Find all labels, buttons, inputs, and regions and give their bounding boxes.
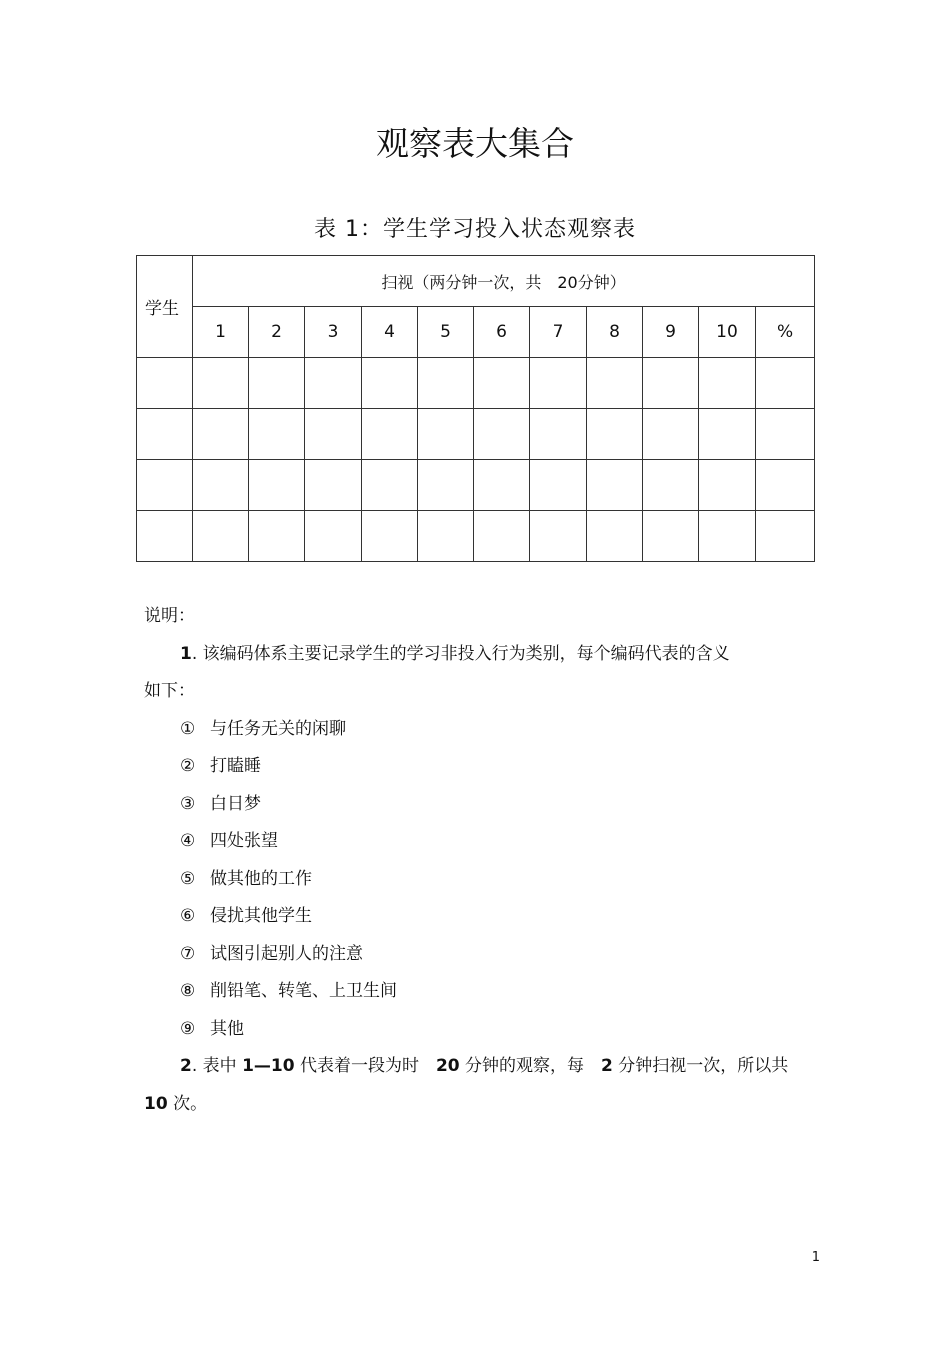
column-header: 4 [362, 307, 418, 358]
observation-cell [362, 511, 418, 562]
code-item [144, 861, 814, 899]
note-text: 代表着一段为时 [294, 1056, 436, 1076]
column-header: 6 [474, 307, 530, 358]
observation-cell [643, 358, 699, 409]
code-label: 试图引起别人的注意 [210, 943, 363, 964]
student-header: 学生 [137, 256, 193, 358]
observation-cell [249, 358, 305, 409]
code-label: 其他 [210, 1018, 244, 1039]
note-point-1 [144, 636, 814, 674]
observation-cell [362, 460, 418, 511]
observation-cell [530, 409, 587, 460]
code-number: ④ [180, 831, 196, 851]
observation-cell [474, 358, 530, 409]
column-header: 8 [587, 307, 643, 358]
observation-cell [418, 409, 474, 460]
observation-cell [249, 460, 305, 511]
observation-cell [249, 511, 305, 562]
code-item [144, 786, 814, 824]
observation-cell [305, 460, 362, 511]
column-header: 3 [305, 307, 362, 358]
code-label: 四处张望 [210, 831, 278, 851]
code-label: 与任务无关的闲聊 [210, 718, 346, 739]
student-name-cell [137, 460, 193, 511]
code-number: ① [180, 718, 196, 739]
code-item [144, 748, 814, 786]
observation-cell [587, 358, 643, 409]
observation-cell [756, 511, 815, 562]
column-header: 1 [193, 307, 249, 358]
note-count: 10 [144, 1093, 168, 1114]
observation-cell [418, 358, 474, 409]
code-label: 做其他的工作 [210, 868, 312, 889]
note-text: . 表中 [191, 1056, 243, 1076]
observation-cell [587, 460, 643, 511]
observation-cell [699, 409, 756, 460]
student-name-cell [137, 358, 193, 409]
observation-cell [530, 460, 587, 511]
observation-cell [474, 409, 530, 460]
observation-cell [193, 358, 249, 409]
code-item [144, 898, 814, 936]
code-label: 白日梦 [210, 793, 261, 814]
observation-cell [305, 511, 362, 562]
note-number: 1 [180, 643, 192, 664]
table-title: 表 1：学生学习投入状态观察表 [314, 217, 636, 242]
observation-cell [587, 409, 643, 460]
table-row [137, 511, 815, 562]
observation-cell [756, 409, 815, 460]
note-point-2-continuation [144, 1086, 814, 1124]
table-header-row [137, 256, 815, 307]
student-name-cell [137, 511, 193, 562]
column-number-row [137, 307, 815, 358]
code-number: ⑧ [180, 981, 196, 1001]
note-number: 2 [180, 1056, 192, 1076]
observation-cell [193, 409, 249, 460]
note-text: . 该编码体系主要记录学生的学习非投入行为类别，每个编码代表的含义 [191, 643, 730, 664]
code-label: 削铅笔、转笔、上卫生间 [210, 981, 397, 1001]
note-text: 次。 [167, 1093, 208, 1114]
code-number: ⑨ [180, 1018, 196, 1039]
note-minutes: 20 [435, 1056, 460, 1076]
code-item [144, 823, 814, 861]
page-title: 观察表大集合 [376, 124, 574, 163]
code-item [144, 1011, 814, 1049]
code-number: ③ [180, 793, 196, 814]
observation-cell [530, 511, 587, 562]
observation-cell [249, 409, 305, 460]
observation-cell [699, 460, 756, 511]
note-range: 1—10 [242, 1056, 295, 1076]
note-text: 分钟的观察，每 [459, 1056, 602, 1076]
scan-header: 扫视（两分钟一次，共 20分钟） [193, 256, 815, 307]
observation-cell [474, 460, 530, 511]
observation-cell [418, 511, 474, 562]
observation-cell [699, 511, 756, 562]
note-text-continuation: 如下： [144, 681, 195, 701]
observation-cell [643, 409, 699, 460]
column-header: 5 [418, 307, 474, 358]
note-interval: 2 [601, 1056, 613, 1076]
code-number: ⑥ [180, 906, 196, 926]
code-item [144, 936, 814, 974]
observation-cell [756, 460, 815, 511]
percent-column-header: % [756, 307, 815, 358]
student-name-cell [137, 409, 193, 460]
code-item [144, 711, 814, 749]
code-number: ⑤ [180, 868, 196, 889]
observation-cell [643, 511, 699, 562]
observation-cell [193, 460, 249, 511]
column-header: 2 [249, 307, 305, 358]
table-row [137, 460, 815, 511]
column-header: 7 [530, 307, 587, 358]
observation-cell [305, 358, 362, 409]
notes-heading: 说明： [144, 606, 195, 626]
table-row [137, 409, 815, 460]
code-item [144, 973, 814, 1011]
observation-cell [418, 460, 474, 511]
code-number: ⑦ [180, 943, 196, 964]
observation-cell [362, 358, 418, 409]
page-number: 1 [811, 1250, 820, 1265]
code-label: 侵扰其他学生 [210, 906, 312, 926]
observation-cell [530, 358, 587, 409]
observation-cell [193, 511, 249, 562]
observation-cell [474, 511, 530, 562]
observation-cell [587, 511, 643, 562]
code-list [144, 711, 814, 1049]
code-label: 打瞌睡 [210, 756, 261, 776]
observation-cell [305, 409, 362, 460]
observation-cell [756, 358, 815, 409]
column-header: 9 [643, 307, 699, 358]
note-point-2 [144, 1048, 814, 1086]
column-header: 10 [699, 307, 756, 358]
code-number: ② [180, 756, 196, 776]
notes-section [144, 598, 814, 1123]
note-text: 分钟扫视一次，所以共 [612, 1056, 789, 1076]
observation-cell [362, 409, 418, 460]
observation-table [136, 255, 815, 562]
table-row [137, 358, 815, 409]
observation-cell [699, 358, 756, 409]
observation-cell [643, 460, 699, 511]
